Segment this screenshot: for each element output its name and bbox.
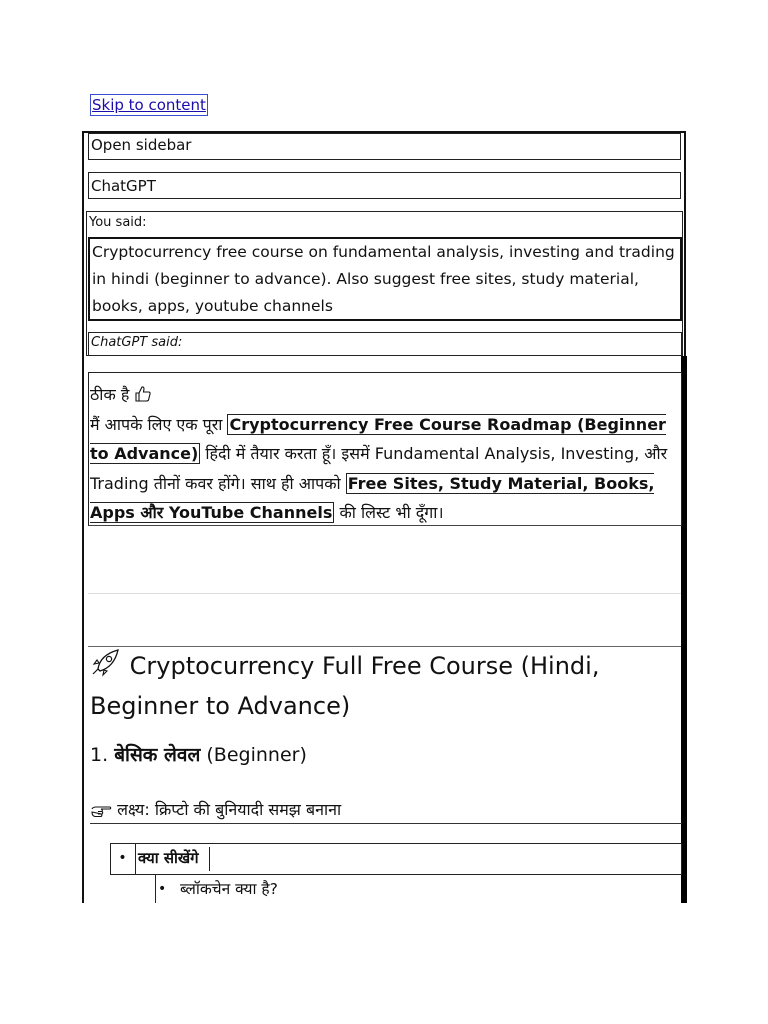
sub-list-item: ब्लॉकचेन क्या है? (180, 880, 278, 898)
list-bullet: • (110, 843, 136, 875)
pointing-hand-icon (90, 800, 117, 819)
skip-to-content-link[interactable]: Skip to content (92, 96, 206, 114)
level-name-hindi: बेसिक लेवल (114, 744, 201, 766)
greeting-text: ठीक है (90, 385, 130, 404)
goal-text: लक्ष्य: क्रिप्टो की बुनियादी समझ बनाना (117, 800, 342, 819)
model-selector-button[interactable]: ChatGPT (88, 172, 681, 199)
goal-line (90, 797, 682, 824)
thumbs-up-icon (134, 385, 152, 404)
level-name-english: (Beginner) (206, 744, 307, 766)
course-title-heading (90, 646, 680, 726)
level-heading (90, 741, 307, 769)
assistant-intro (90, 380, 680, 528)
open-sidebar-button[interactable]: Open sidebar (88, 133, 681, 160)
intro-text-middle: हिंदी में तैयार करता हूँ। इसमें Fundamental Analysis, Investing, और Trading तीनों कवर होंगे। साथ ही आपको (90, 444, 668, 493)
intro-text-prefix: मैं आपके लिए एक पूरा (90, 414, 228, 434)
sub-list-bullet: • (158, 881, 167, 897)
user-label: You said: (89, 215, 147, 230)
rocket-icon (90, 652, 130, 680)
intro-highlight-resources: Free Sites, Study Material, Books, Apps और YouTube Channels (90, 473, 655, 522)
course-title-text: Cryptocurrency Full Free Course (Hindi, Beginner to Advance) (90, 652, 600, 720)
assistant-label: ChatGPT said: (88, 332, 682, 356)
learn-label: क्या सीखेंगे (138, 847, 210, 871)
user-message: Cryptocurrency free course on fundamental analysis, investing and trading in hindi (beginner to advance). Also suggest free sites, study material, books, apps, youtube channels (88, 237, 682, 321)
intro-highlight-roadmap: Cryptocurrency Free Course Roadmap (Beginner to Advance) (90, 414, 666, 463)
intro-text-suffix: की लिस्ट भी दूँगा। (334, 503, 444, 522)
section-divider (88, 593, 681, 594)
level-number: 1. (90, 744, 109, 766)
